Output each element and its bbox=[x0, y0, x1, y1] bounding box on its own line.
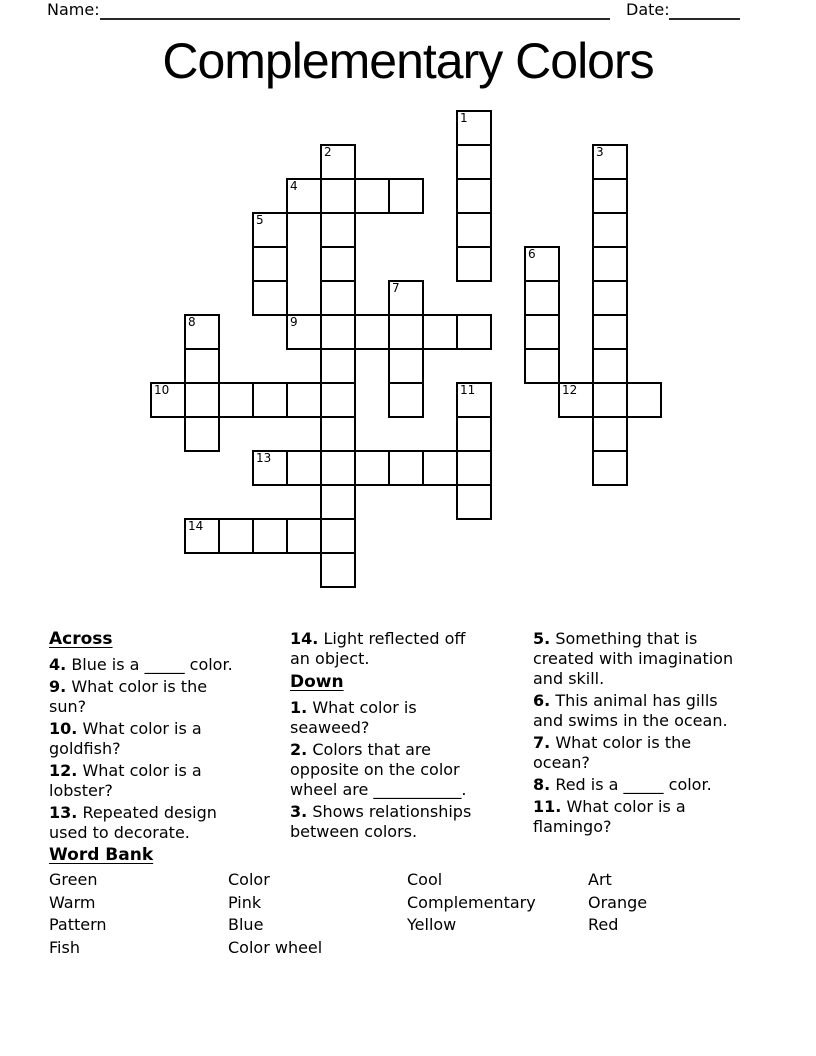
cell-number: 4 bbox=[290, 179, 298, 193]
grid-cell bbox=[184, 416, 220, 452]
word-bank-item: Pink bbox=[228, 892, 262, 912]
grid-cell bbox=[592, 178, 628, 214]
clue-text: This animal has gills and swims in the ocean. bbox=[533, 691, 728, 730]
grid-cell bbox=[592, 348, 628, 384]
grid-cell bbox=[252, 382, 288, 418]
cell-number: 2 bbox=[324, 145, 332, 159]
grid-cell bbox=[456, 110, 492, 146]
grid-cell bbox=[252, 212, 288, 248]
grid-cell bbox=[252, 280, 288, 316]
clue-number: 12. bbox=[49, 761, 78, 780]
cell-number: 3 bbox=[596, 145, 604, 159]
grid-cell bbox=[388, 314, 424, 350]
grid-cell bbox=[456, 212, 492, 248]
clue-across-9 bbox=[49, 677, 241, 717]
clue-across-13 bbox=[49, 803, 241, 843]
word-bank-column-4 bbox=[588, 869, 647, 937]
grid-cell bbox=[320, 212, 356, 248]
clue-down-3 bbox=[290, 802, 482, 842]
word-bank-item: Art bbox=[588, 870, 612, 889]
across-clues-column bbox=[49, 629, 241, 845]
date-blank-line bbox=[669, 1, 740, 20]
cell-number: 6 bbox=[528, 247, 536, 261]
cell-number: 12 bbox=[562, 383, 578, 397]
word-bank-item: Fish bbox=[49, 938, 80, 958]
grid-cell bbox=[524, 280, 560, 316]
word-bank-item: Warm bbox=[49, 892, 96, 912]
grid-cell bbox=[286, 314, 322, 350]
grid-cell bbox=[320, 382, 356, 418]
grid-cell bbox=[456, 382, 492, 418]
grid-cell bbox=[286, 518, 322, 554]
clue-across-12 bbox=[49, 761, 241, 801]
grid-cell bbox=[286, 382, 322, 418]
name-blank-line bbox=[100, 1, 610, 20]
clue-down-2 bbox=[290, 740, 482, 800]
clue-text: Blue is a _____ color. bbox=[71, 655, 233, 674]
grid-cell bbox=[524, 348, 560, 384]
grid-cell bbox=[320, 144, 356, 180]
clue-down-7 bbox=[533, 733, 738, 773]
word-bank-item: Complementary bbox=[407, 892, 536, 912]
word-bank-item: Orange bbox=[588, 892, 648, 912]
grid-cell bbox=[218, 382, 254, 418]
cell-number: 8 bbox=[188, 315, 196, 329]
grid-cell bbox=[524, 246, 560, 282]
clue-text: Something that is created with imagination and skill. bbox=[533, 629, 734, 688]
word-bank-item: Cool bbox=[407, 870, 443, 889]
grid-cell bbox=[456, 144, 492, 180]
grid-cell bbox=[592, 246, 628, 282]
clue-text: Red is a _____ color. bbox=[555, 775, 712, 794]
grid-cell bbox=[456, 484, 492, 520]
cell-number: 9 bbox=[290, 315, 298, 329]
grid-cell bbox=[150, 382, 186, 418]
clue-down-11 bbox=[533, 797, 738, 837]
word-bank-item: Blue bbox=[228, 915, 264, 935]
grid-cell bbox=[456, 450, 492, 486]
clue-number: 3. bbox=[290, 802, 308, 821]
grid-cell bbox=[354, 178, 390, 214]
clue-number: 5. bbox=[533, 629, 551, 648]
grid-cell bbox=[388, 178, 424, 214]
clue-text: What color is a goldfish? bbox=[49, 719, 202, 758]
clue-text: What color is a flamingo? bbox=[533, 797, 686, 836]
down-clues-column bbox=[533, 629, 738, 839]
down-heading: Down bbox=[290, 672, 344, 692]
grid-cell bbox=[592, 144, 628, 180]
grid-cell bbox=[592, 280, 628, 316]
grid-cell bbox=[252, 246, 288, 282]
clue-text: Shows relationships between colors. bbox=[290, 802, 472, 841]
word-bank-column-2 bbox=[228, 869, 322, 960]
cell-number: 11 bbox=[460, 383, 476, 397]
grid-cell bbox=[592, 450, 628, 486]
clue-number: 8. bbox=[533, 775, 551, 794]
grid-cell bbox=[456, 246, 492, 282]
clue-down-1 bbox=[290, 698, 482, 738]
grid-cell bbox=[388, 450, 424, 486]
grid-cell bbox=[252, 518, 288, 554]
grid-cell bbox=[320, 314, 356, 350]
grid-cell bbox=[456, 416, 492, 452]
grid-cell bbox=[456, 178, 492, 214]
crossword-grid bbox=[150, 110, 662, 588]
cell-number: 5 bbox=[256, 213, 264, 227]
grid-cell bbox=[184, 314, 220, 350]
mixed-clues-column bbox=[290, 629, 482, 844]
grid-cell bbox=[558, 382, 594, 418]
clue-across-10 bbox=[49, 719, 241, 759]
grid-cell bbox=[388, 382, 424, 418]
grid-cell bbox=[592, 314, 628, 350]
cell-number: 14 bbox=[188, 519, 204, 533]
word-bank-column-1 bbox=[49, 869, 107, 960]
grid-cell bbox=[320, 246, 356, 282]
clue-across-14 bbox=[290, 629, 482, 669]
word-bank-column-3 bbox=[407, 869, 536, 937]
grid-cell bbox=[524, 314, 560, 350]
grid-cell bbox=[592, 212, 628, 248]
grid-cell bbox=[320, 416, 356, 452]
grid-cell bbox=[422, 450, 458, 486]
clue-number: 6. bbox=[533, 691, 551, 710]
grid-cell bbox=[456, 314, 492, 350]
clue-number: 1. bbox=[290, 698, 308, 717]
grid-cell bbox=[320, 348, 356, 384]
word-bank-heading: Word Bank bbox=[49, 845, 154, 865]
clue-number: 11. bbox=[533, 797, 562, 816]
clue-text: What color is seaweed? bbox=[290, 698, 417, 737]
grid-cell bbox=[592, 382, 628, 418]
word-bank-item: Pattern bbox=[49, 915, 107, 935]
grid-cell bbox=[388, 280, 424, 316]
word-bank-item: Color wheel bbox=[228, 938, 323, 958]
clue-number: 13. bbox=[49, 803, 78, 822]
word-bank-item: Yellow bbox=[407, 915, 457, 935]
grid-cell bbox=[320, 178, 356, 214]
date-label: Date: bbox=[626, 0, 670, 19]
grid-cell bbox=[184, 348, 220, 384]
grid-cell bbox=[626, 382, 662, 418]
clue-number: 14. bbox=[290, 629, 319, 648]
cell-number: 7 bbox=[392, 281, 400, 295]
clue-down-6 bbox=[533, 691, 738, 731]
grid-cell bbox=[184, 518, 220, 554]
clue-number: 4. bbox=[49, 655, 67, 674]
clue-number: 9. bbox=[49, 677, 67, 696]
word-bank-item: Green bbox=[49, 870, 98, 889]
across-heading: Across bbox=[49, 629, 113, 649]
grid-cell bbox=[422, 314, 458, 350]
grid-cell bbox=[592, 416, 628, 452]
clue-number: 10. bbox=[49, 719, 78, 738]
clue-text: Colors that are opposite on the color wheel are ___________. bbox=[290, 740, 467, 799]
clue-text: What color is the sun? bbox=[49, 677, 208, 716]
grid-cell bbox=[184, 382, 220, 418]
grid-cell bbox=[320, 484, 356, 520]
page-title: Complementary Colors bbox=[162, 33, 654, 89]
clue-text: What color is the ocean? bbox=[533, 733, 692, 772]
grid-cell bbox=[354, 450, 390, 486]
grid-cell bbox=[286, 178, 322, 214]
word-bank-item: Red bbox=[588, 915, 619, 935]
grid-cell bbox=[286, 450, 322, 486]
cell-number: 13 bbox=[256, 451, 272, 465]
grid-cell bbox=[354, 314, 390, 350]
clue-number: 7. bbox=[533, 733, 551, 752]
clue-text: Repeated design used to decorate. bbox=[49, 803, 217, 842]
clue-across-4 bbox=[49, 655, 241, 675]
grid-cell bbox=[320, 280, 356, 316]
grid-cell bbox=[252, 450, 288, 486]
clue-down-5 bbox=[533, 629, 738, 689]
grid-cell bbox=[388, 348, 424, 384]
clue-number: 2. bbox=[290, 740, 308, 759]
word-bank-item: Color bbox=[228, 870, 270, 889]
grid-cell bbox=[218, 518, 254, 554]
clue-down-8 bbox=[533, 775, 738, 795]
clue-text: What color is a lobster? bbox=[49, 761, 202, 800]
cell-number: 1 bbox=[460, 111, 468, 125]
grid-cell bbox=[320, 450, 356, 486]
grid-cell bbox=[320, 552, 356, 588]
name-label: Name: bbox=[47, 0, 100, 19]
cell-number: 10 bbox=[154, 383, 170, 397]
clue-text: Light reflected off an object. bbox=[290, 629, 466, 668]
grid-cell bbox=[320, 518, 356, 554]
